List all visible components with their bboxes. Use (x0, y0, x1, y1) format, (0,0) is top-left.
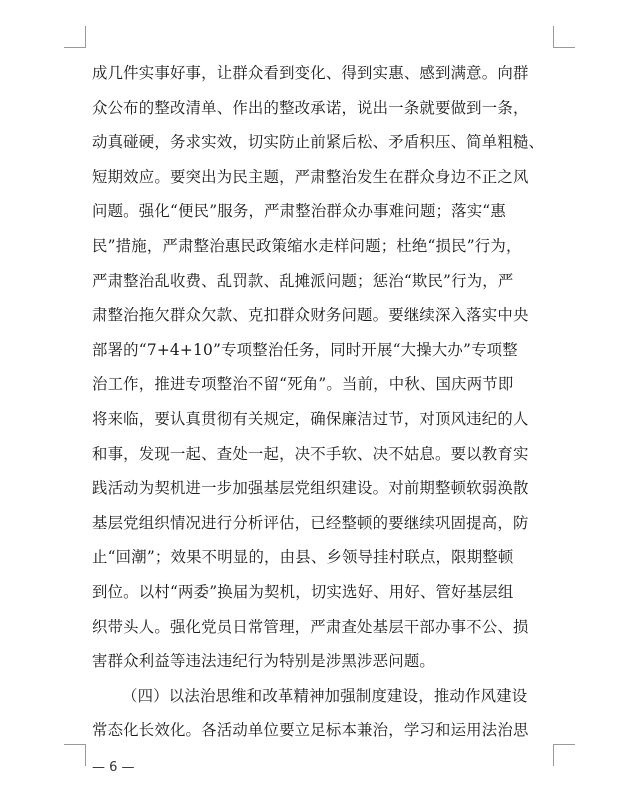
body-text (92, 56, 557, 748)
corner-mark-top-left-h (64, 47, 86, 48)
text-line: 众公布的整改清单、作出的整改承诺，说出一条就要做到一条， (92, 98, 529, 117)
corner-mark-bottom-left-h (64, 744, 86, 745)
text-line: 肃整治拖欠群众欠款、克扣群众财务问题。要继续深入落实中央 (92, 306, 529, 325)
text-line: 问题。强化“便民”服务，严肃整治群众办事难问题；落实“惠 (92, 202, 506, 221)
text-line: 严肃整治乱收费、乱罚款、乱摊派问题；惩治“欺民”行为，严 (92, 271, 514, 290)
text-line: 部署的“7+4+10”专项整治任务，同时开展“大操大办”专项整 (92, 340, 518, 359)
text-line: 将来临，要认真贯彻有关规定，确保廉洁过节，对顶风违纪的人 (92, 409, 529, 428)
text-line: 践活动为契机进一步加强基层党组织建设。对前期整顿软弱涣散 (92, 479, 529, 498)
text-line: 常态化长效化。各活动单位要立足标本兼治，学习和运用法治思 (92, 721, 529, 740)
page-number: — 6 — (92, 760, 135, 775)
corner-mark-top-left-v (85, 26, 86, 48)
corner-mark-bottom-left-v (85, 744, 86, 766)
text-line: 基层党组织情况进行分析评估，已经整顿的要继续巩固提高，防 (92, 513, 529, 532)
text-line: 和事，发现一起、查处一起，决不手软、决不姑息。要以教育实 (92, 444, 529, 463)
text-line: 织带头人。强化党员日常管理，严肃查处基层干部办事不公、损 (92, 617, 529, 636)
text-line: 止“回潮”；效果不明显的，由县、乡领导挂村联点，限期整顿 (92, 548, 514, 567)
text-line: 治工作，推进专项整治不留“死角”。当前，中秋、国庆两节即 (92, 375, 514, 394)
text-line: 民”措施，严肃整治惠民政策缩水走样问题；杜绝“损民”行为， (92, 236, 522, 255)
text-line: 成几件实事好事，让群众看到变化、得到实惠、感到满意。向群 (92, 64, 529, 82)
text-line: 动真碰硬，务求实效，切实防止前紧后松、矛盾积压、简单粗糙、 (92, 133, 545, 152)
corner-mark-top-right-v (553, 26, 554, 48)
text-line: 到位。以村“两委”换届为契机，切实选好、用好、管好基层组 (92, 582, 514, 601)
text-line: 短期效应。要突出为民主题，严肃整治发生在群众身边不正之风 (92, 167, 529, 186)
section-heading-line: （四）以法治思维和改革精神加强制度建设，推动作风建设 (122, 686, 528, 705)
text-line: 害群众利益等违法违纪行为特别是涉黑涉恶问题。 (92, 652, 435, 671)
corner-mark-top-right-h (553, 47, 575, 48)
